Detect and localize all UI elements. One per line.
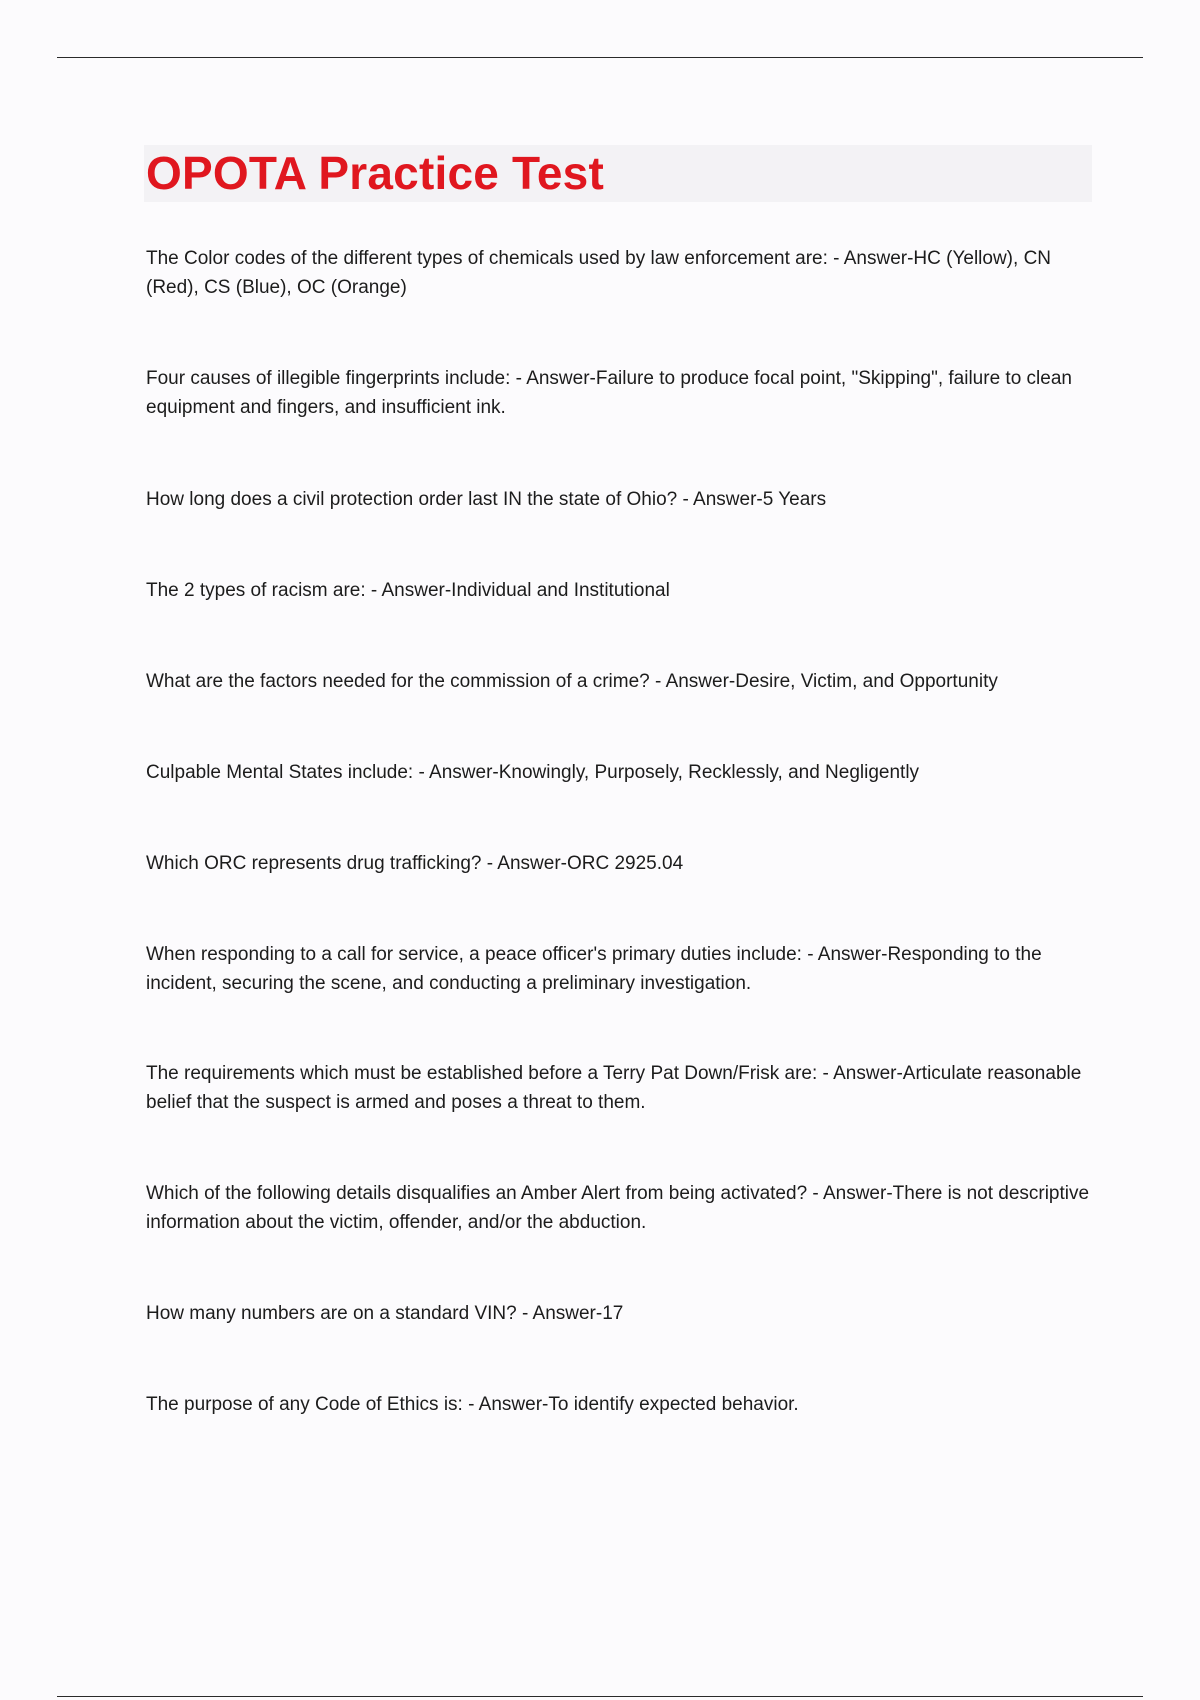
qa-item: How many numbers are on a standard VIN? - Answer-17: [146, 1303, 624, 1324]
qa-item: The Color codes of the different types of chemicals used by law enforcement are: - Answer-HC (Yellow), CN (Red), CS (Blue), OC (Orange): [146, 248, 1052, 298]
page-title: OPOTA Practice Test: [146, 147, 604, 199]
qa-item: When responding to a call for service, a peace officer's primary duties include: - Answer-Responding to the incident, securing the scene, and conducting a preliminary investigation.: [146, 944, 1042, 994]
top-rule: [57, 57, 1143, 58]
qa-item: Which ORC represents drug trafficking? - Answer-ORC 2925.04: [146, 853, 684, 874]
qa-item: Culpable Mental States include: - Answer-Knowingly, Purposely, Recklessly, and Negligently: [146, 762, 920, 783]
qa-item: The 2 types of racism are: - Answer-Individual and Institutional: [146, 580, 670, 601]
qa-item: Four causes of illegible fingerprints include: - Answer-Failure to produce focal point, "Skipping", failure to clean equipment and fingers, and insufficient ink.: [146, 368, 1072, 418]
qa-item: The purpose of any Code of Ethics is: - Answer-To identify expected behavior.: [146, 1394, 799, 1415]
qa-item: Which of the following details disqualifies an Amber Alert from being activated? - Answer-There is not descriptive information about the victim, offender, and/or the abduction.: [146, 1183, 1090, 1233]
qa-item: The requirements which must be established before a Terry Pat Down/Frisk are: - Answer-Articulate reasonable belief that the suspect is armed and poses a threat to them.: [146, 1063, 1082, 1113]
qa-item: How long does a civil protection order last IN the state of Ohio? - Answer-5 Years: [146, 489, 827, 510]
bottom-rule: [57, 1696, 1143, 1697]
qa-item: What are the factors needed for the commission of a crime? - Answer-Desire, Victim, and Opportunity: [146, 671, 998, 692]
